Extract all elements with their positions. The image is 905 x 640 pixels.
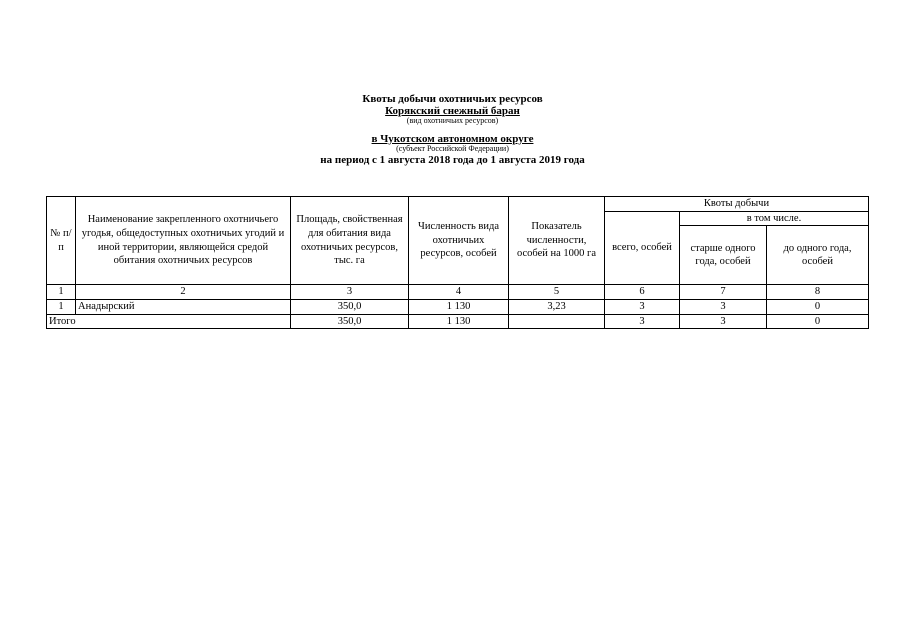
species-name: Корякский снежный баран bbox=[385, 105, 520, 118]
total-row bbox=[47, 314, 869, 329]
period-text: на период с 1 августа 2018 года до 1 августа 2019 года bbox=[320, 153, 585, 166]
quota-table bbox=[46, 196, 869, 329]
column-number-row bbox=[47, 285, 869, 300]
column-number: 2 bbox=[76, 285, 291, 300]
row-total: 3 bbox=[605, 299, 680, 314]
row-name: Анадырский bbox=[76, 299, 291, 314]
total-population: 1 130 bbox=[409, 314, 509, 329]
header-population: Численность вида охотничьих ресурсов, особей bbox=[409, 197, 509, 285]
total-younger: 0 bbox=[767, 314, 869, 329]
row-younger: 0 bbox=[767, 299, 869, 314]
total-label: Итого bbox=[47, 314, 291, 329]
row-population: 1 130 bbox=[409, 299, 509, 314]
header-older: старше одного года, особей bbox=[680, 226, 767, 285]
column-number: 8 bbox=[767, 285, 869, 300]
header-total: всего, особей bbox=[605, 211, 680, 285]
header-younger: до одного года, особей bbox=[767, 226, 869, 285]
column-number: 3 bbox=[291, 285, 409, 300]
column-number: 4 bbox=[409, 285, 509, 300]
region-caption: (субъект Российской Федерации) bbox=[396, 144, 509, 154]
column-number: 7 bbox=[680, 285, 767, 300]
column-number: 6 bbox=[605, 285, 680, 300]
header-name: Наименование закрепленного охотничьего угодья, общедоступных охотничьих угодий и иной территории, являющейся средой обитания охотничьих ресурсов bbox=[76, 197, 291, 285]
row-num: 1 bbox=[47, 299, 76, 314]
total-older: 3 bbox=[680, 314, 767, 329]
total-area: 350,0 bbox=[291, 314, 409, 329]
document-title: Квоты добычи охотничьих ресурсов bbox=[362, 93, 543, 105]
table-row bbox=[47, 299, 869, 314]
species-caption: (вид охотничьих ресурсов) bbox=[406, 116, 499, 126]
header-area: Площадь, свойственная для обитания вида охотничьих ресурсов, тыс. га bbox=[291, 197, 409, 285]
column-number: 5 bbox=[509, 285, 605, 300]
header-quota-group: Квоты добычи bbox=[605, 197, 869, 212]
column-number: 1 bbox=[47, 285, 76, 300]
header-including: в том числе. bbox=[680, 211, 869, 226]
header-density: Показатель численности, особей на 1000 га bbox=[509, 197, 605, 285]
header-num: № п/п bbox=[47, 197, 76, 285]
row-density: 3,23 bbox=[509, 299, 605, 314]
row-area: 350,0 bbox=[291, 299, 409, 314]
total-total: 3 bbox=[605, 314, 680, 329]
row-older: 3 bbox=[680, 299, 767, 314]
total-density bbox=[509, 314, 605, 329]
region-name: в Чукотском автономном округе bbox=[371, 132, 534, 145]
document-header bbox=[0, 93, 905, 166]
header-row-1 bbox=[47, 197, 869, 212]
